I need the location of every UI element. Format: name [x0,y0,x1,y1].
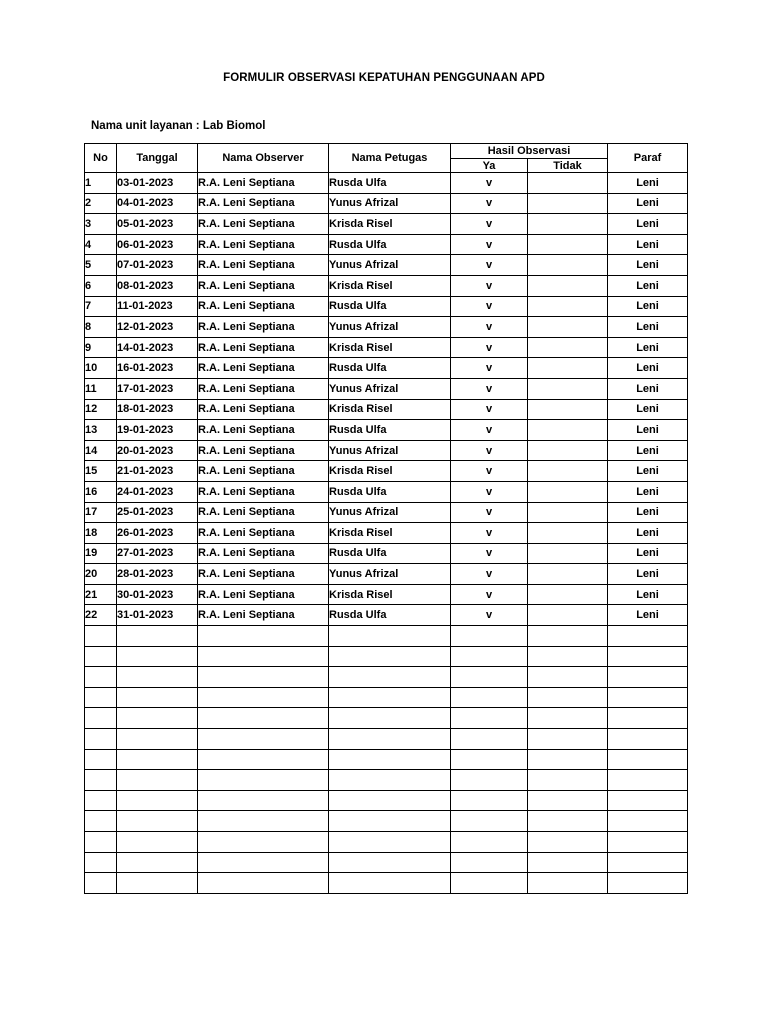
cell-petugas: Krisda Risel [329,523,451,544]
cell-petugas: Rusda Ulfa [329,234,451,255]
cell-observer: R.A. Leni Septiana [198,255,329,276]
cell-tidak [528,193,608,214]
cell-tidak [528,461,608,482]
table-row [85,523,688,544]
cell-no: 4 [85,234,117,255]
cell-no [85,770,117,791]
cell-no [85,646,117,667]
cell-paraf [608,832,688,853]
cell-tanggal [117,667,198,688]
cell-no: 10 [85,358,117,379]
cell-observer [198,790,329,811]
cell-tanggal [117,873,198,894]
cell-no: 17 [85,502,117,523]
cell-paraf: Leni [608,317,688,338]
cell-tidak [528,708,608,729]
cell-petugas [329,646,451,667]
cell-tanggal: 31-01-2023 [117,605,198,626]
cell-no: 12 [85,399,117,420]
cell-tidak [528,873,608,894]
cell-tanggal [117,708,198,729]
cell-paraf [608,626,688,647]
table-row [85,275,688,296]
table-row [85,214,688,235]
cell-ya: v [451,358,528,379]
cell-observer: R.A. Leni Septiana [198,420,329,441]
cell-paraf: Leni [608,214,688,235]
cell-observer: R.A. Leni Septiana [198,481,329,502]
cell-ya: v [451,255,528,276]
cell-ya: v [451,214,528,235]
cell-paraf: Leni [608,337,688,358]
cell-tidak [528,255,608,276]
cell-no: 7 [85,296,117,317]
table-row [85,832,688,853]
cell-observer: R.A. Leni Septiana [198,584,329,605]
cell-tidak [528,481,608,502]
cell-ya [451,729,528,750]
cell-tidak [528,584,608,605]
cell-tidak [528,275,608,296]
cell-tidak [528,420,608,441]
cell-petugas: Rusda Ulfa [329,481,451,502]
table-row [85,193,688,214]
cell-petugas: Yunus Afrizal [329,564,451,585]
cell-paraf: Leni [608,481,688,502]
cell-ya [451,626,528,647]
cell-petugas: Rusda Ulfa [329,543,451,564]
header-ya: Ya [451,159,528,173]
cell-ya: v [451,543,528,564]
cell-ya [451,832,528,853]
table-row [85,708,688,729]
cell-tidak [528,564,608,585]
table-row [85,502,688,523]
cell-tanggal: 17-01-2023 [117,378,198,399]
cell-tidak [528,543,608,564]
table-row [85,626,688,647]
cell-paraf: Leni [608,420,688,441]
cell-paraf: Leni [608,255,688,276]
cell-observer [198,749,329,770]
cell-observer [198,873,329,894]
cell-tanggal: 26-01-2023 [117,523,198,544]
table-row [85,337,688,358]
cell-no [85,687,117,708]
header-petugas: Nama Petugas [329,144,451,173]
cell-no [85,811,117,832]
form-title: FORMULIR OBSERVASI KEPATUHAN PENGGUNAAN APD [223,72,545,84]
cell-paraf [608,729,688,750]
cell-no: 18 [85,523,117,544]
cell-paraf: Leni [608,543,688,564]
table-row [85,543,688,564]
cell-no: 3 [85,214,117,235]
table-row [85,564,688,585]
cell-tanggal: 08-01-2023 [117,275,198,296]
cell-observer [198,667,329,688]
table-row [85,173,688,194]
cell-petugas: Yunus Afrizal [329,255,451,276]
cell-no [85,708,117,729]
cell-observer: R.A. Leni Septiana [198,193,329,214]
table-row [85,687,688,708]
cell-petugas: Krisda Risel [329,337,451,358]
cell-no: 9 [85,337,117,358]
cell-tidak [528,523,608,544]
cell-ya: v [451,481,528,502]
cell-paraf: Leni [608,173,688,194]
cell-tanggal: 20-01-2023 [117,440,198,461]
cell-tanggal [117,832,198,853]
cell-petugas: Yunus Afrizal [329,502,451,523]
cell-petugas: Yunus Afrizal [329,378,451,399]
cell-tidak [528,749,608,770]
cell-no: 2 [85,193,117,214]
cell-paraf: Leni [608,461,688,482]
cell-tanggal: 07-01-2023 [117,255,198,276]
cell-petugas: Krisda Risel [329,214,451,235]
cell-tanggal: 28-01-2023 [117,564,198,585]
table-row [85,584,688,605]
cell-no [85,667,117,688]
cell-tanggal: 21-01-2023 [117,461,198,482]
cell-observer: R.A. Leni Septiana [198,440,329,461]
cell-ya: v [451,440,528,461]
cell-tidak [528,440,608,461]
cell-tanggal: 12-01-2023 [117,317,198,338]
cell-tidak [528,687,608,708]
cell-tidak [528,626,608,647]
cell-paraf: Leni [608,296,688,317]
table-row [85,255,688,276]
cell-ya: v [451,173,528,194]
cell-petugas: Krisda Risel [329,399,451,420]
cell-tidak [528,790,608,811]
cell-no [85,626,117,647]
cell-petugas [329,687,451,708]
cell-ya [451,667,528,688]
cell-ya [451,852,528,873]
table-row [85,234,688,255]
cell-paraf: Leni [608,234,688,255]
cell-tidak [528,317,608,338]
cell-ya [451,811,528,832]
cell-tidak [528,234,608,255]
cell-no [85,873,117,894]
cell-no: 13 [85,420,117,441]
table-row [85,646,688,667]
cell-observer: R.A. Leni Septiana [198,275,329,296]
table-row [85,296,688,317]
cell-tanggal: 06-01-2023 [117,234,198,255]
cell-observer: R.A. Leni Septiana [198,234,329,255]
cell-petugas [329,811,451,832]
table-row [85,399,688,420]
cell-observer [198,729,329,750]
cell-ya [451,770,528,791]
table-row [85,605,688,626]
cell-paraf: Leni [608,564,688,585]
cell-petugas [329,626,451,647]
cell-observer [198,646,329,667]
cell-petugas [329,852,451,873]
cell-no: 8 [85,317,117,338]
cell-petugas [329,873,451,894]
table-row [85,420,688,441]
header-row-1 [85,144,688,159]
table-row [85,729,688,750]
cell-tidak [528,173,608,194]
table-row [85,378,688,399]
cell-observer: R.A. Leni Septiana [198,173,329,194]
cell-no [85,729,117,750]
cell-tidak [528,832,608,853]
cell-observer [198,708,329,729]
cell-tidak [528,399,608,420]
cell-no: 6 [85,275,117,296]
cell-tanggal: 14-01-2023 [117,337,198,358]
cell-observer: R.A. Leni Septiana [198,399,329,420]
cell-observer [198,687,329,708]
cell-observer [198,832,329,853]
cell-observer: R.A. Leni Septiana [198,605,329,626]
cell-ya: v [451,605,528,626]
cell-petugas: Yunus Afrizal [329,193,451,214]
cell-paraf [608,790,688,811]
cell-observer: R.A. Leni Septiana [198,543,329,564]
cell-ya: v [451,523,528,544]
cell-no [85,832,117,853]
header-observer: Nama Observer [198,144,329,173]
cell-ya: v [451,399,528,420]
cell-paraf: Leni [608,378,688,399]
cell-tanggal: 25-01-2023 [117,502,198,523]
cell-no [85,790,117,811]
unit-label: Nama unit layanan : Lab Biomol [91,120,266,132]
cell-observer: R.A. Leni Septiana [198,502,329,523]
cell-tanggal: 27-01-2023 [117,543,198,564]
header-paraf: Paraf [608,144,688,173]
cell-ya [451,749,528,770]
table-body [85,173,688,894]
cell-ya: v [451,337,528,358]
cell-tanggal [117,646,198,667]
cell-tidak [528,667,608,688]
cell-ya: v [451,584,528,605]
cell-no: 20 [85,564,117,585]
cell-tanggal: 03-01-2023 [117,173,198,194]
cell-ya: v [451,420,528,441]
cell-petugas [329,832,451,853]
cell-petugas: Krisda Risel [329,584,451,605]
header-no: No [85,144,117,173]
table-row [85,358,688,379]
cell-observer: R.A. Leni Septiana [198,564,329,585]
cell-no: 21 [85,584,117,605]
cell-paraf [608,811,688,832]
cell-tidak [528,852,608,873]
cell-petugas: Yunus Afrizal [329,317,451,338]
cell-tanggal: 11-01-2023 [117,296,198,317]
cell-tanggal [117,749,198,770]
cell-paraf [608,646,688,667]
cell-no: 11 [85,378,117,399]
table-row [85,481,688,502]
cell-observer [198,852,329,873]
observation-table [84,143,688,894]
cell-paraf: Leni [608,399,688,420]
cell-tanggal: 16-01-2023 [117,358,198,379]
table-row [85,873,688,894]
cell-ya: v [451,193,528,214]
cell-no: 14 [85,440,117,461]
cell-petugas: Rusda Ulfa [329,173,451,194]
cell-tanggal [117,626,198,647]
table-row [85,790,688,811]
cell-tidak [528,811,608,832]
cell-tanggal [117,770,198,791]
cell-no: 16 [85,481,117,502]
cell-tanggal: 05-01-2023 [117,214,198,235]
cell-tidak [528,296,608,317]
cell-no: 1 [85,173,117,194]
cell-ya: v [451,564,528,585]
cell-observer [198,811,329,832]
cell-paraf: Leni [608,523,688,544]
table-row [85,440,688,461]
table-row [85,770,688,791]
cell-tanggal: 30-01-2023 [117,584,198,605]
table-row [85,317,688,338]
table-row [85,461,688,482]
cell-observer [198,626,329,647]
cell-ya: v [451,317,528,338]
cell-petugas: Yunus Afrizal [329,440,451,461]
cell-paraf: Leni [608,605,688,626]
header-hasil-observasi: Hasil Observasi [451,144,608,159]
cell-paraf [608,873,688,894]
cell-ya [451,790,528,811]
cell-observer: R.A. Leni Septiana [198,523,329,544]
cell-ya [451,687,528,708]
cell-paraf: Leni [608,502,688,523]
cell-tidak [528,358,608,379]
cell-tanggal: 04-01-2023 [117,193,198,214]
cell-observer: R.A. Leni Septiana [198,214,329,235]
cell-ya: v [451,378,528,399]
cell-tanggal [117,687,198,708]
cell-no [85,852,117,873]
cell-tanggal [117,852,198,873]
cell-ya: v [451,461,528,482]
cell-observer: R.A. Leni Septiana [198,378,329,399]
cell-ya: v [451,234,528,255]
cell-observer: R.A. Leni Septiana [198,296,329,317]
cell-ya [451,646,528,667]
cell-paraf: Leni [608,358,688,379]
cell-tidak [528,605,608,626]
cell-tidak [528,646,608,667]
cell-paraf: Leni [608,440,688,461]
cell-paraf: Leni [608,275,688,296]
cell-paraf: Leni [608,584,688,605]
cell-paraf [608,749,688,770]
cell-petugas: Rusda Ulfa [329,420,451,441]
table-row [85,852,688,873]
header-tanggal: Tanggal [117,144,198,173]
cell-petugas [329,790,451,811]
cell-paraf: Leni [608,193,688,214]
header-tidak: Tidak [528,159,608,173]
table-row [85,749,688,770]
cell-observer: R.A. Leni Septiana [198,358,329,379]
table-row [85,811,688,832]
cell-ya [451,873,528,894]
cell-tidak [528,337,608,358]
cell-tanggal: 18-01-2023 [117,399,198,420]
cell-petugas [329,729,451,750]
cell-observer: R.A. Leni Septiana [198,337,329,358]
table-row [85,667,688,688]
cell-tidak [528,502,608,523]
cell-petugas [329,749,451,770]
cell-observer: R.A. Leni Septiana [198,317,329,338]
cell-petugas: Rusda Ulfa [329,605,451,626]
cell-ya: v [451,296,528,317]
cell-ya [451,708,528,729]
cell-petugas: Rusda Ulfa [329,296,451,317]
cell-observer [198,770,329,791]
cell-tidak [528,214,608,235]
cell-ya: v [451,502,528,523]
cell-petugas: Krisda Risel [329,461,451,482]
cell-paraf [608,770,688,791]
cell-petugas [329,770,451,791]
cell-tanggal: 24-01-2023 [117,481,198,502]
cell-petugas [329,667,451,688]
cell-tidak [528,770,608,791]
cell-paraf [608,687,688,708]
cell-petugas [329,708,451,729]
cell-paraf [608,708,688,729]
cell-no: 5 [85,255,117,276]
cell-tanggal [117,729,198,750]
cell-tidak [528,378,608,399]
cell-no: 15 [85,461,117,482]
cell-ya: v [451,275,528,296]
cell-no: 22 [85,605,117,626]
cell-tanggal [117,811,198,832]
cell-tanggal: 19-01-2023 [117,420,198,441]
cell-observer: R.A. Leni Septiana [198,461,329,482]
cell-tanggal [117,790,198,811]
cell-paraf [608,852,688,873]
cell-no [85,749,117,770]
cell-petugas: Rusda Ulfa [329,358,451,379]
cell-paraf [608,667,688,688]
cell-tidak [528,729,608,750]
cell-no: 19 [85,543,117,564]
cell-petugas: Krisda Risel [329,275,451,296]
